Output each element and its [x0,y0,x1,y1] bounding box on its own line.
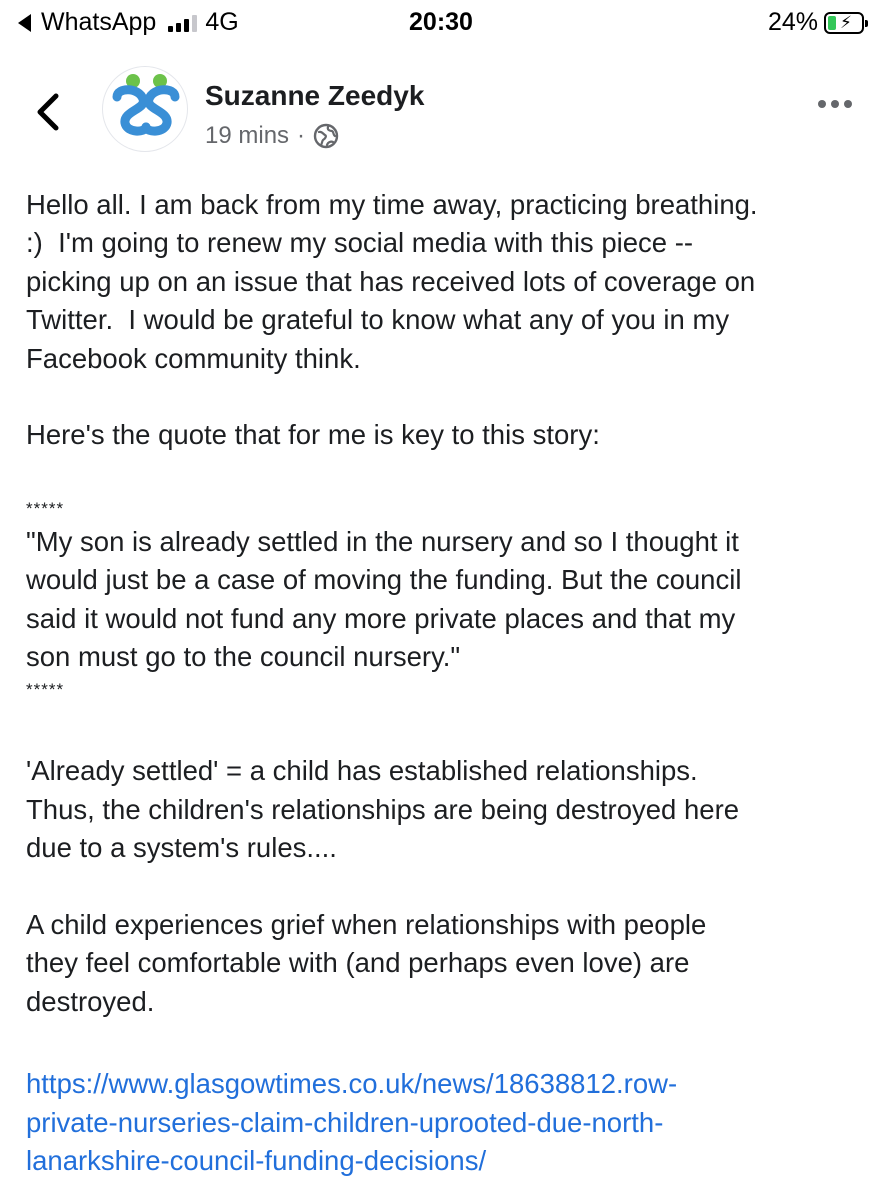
link-line[interactable]: https://www.glasgowtimes.co.uk/news/18638812.row- [26,1068,678,1100]
author-name[interactable]: Suzanne Zeedyk [205,80,425,111]
more-dot-icon [831,100,839,108]
text-line: destroyed. [26,985,155,1017]
page-logo-icon [103,67,188,152]
text-line: Facebook community think. [26,342,361,374]
status-time: 20:30 [409,8,473,36]
network-label: 4G [205,8,239,36]
quote-line: would just be a case of moving the funding. But the council [26,564,742,596]
text-line: A child experiences grief when relationships with people [26,909,707,941]
text-line: 'Already settled' = a child has established relationships. [26,755,698,787]
battery-status [768,8,864,37]
grief-paragraph [26,906,866,1021]
text-line: picking up on an issue that has received lots of coverage on [26,265,756,297]
post-time[interactable]: 19 mins [205,122,290,149]
meta-separator: · [297,122,306,149]
text-line: Thus, the children's relationships are being destroyed here [26,793,740,825]
more-dot-icon [818,100,826,108]
battery-icon [824,12,864,34]
charging-bolt-icon: ⚡ [840,12,852,32]
back-button[interactable] [30,90,66,134]
more-dot-icon [844,100,852,108]
link-line[interactable]: private-nurseries-claim-children-uprooted-due-north- [26,1106,664,1138]
battery-fill [828,16,836,30]
quote-line: "My son is already settled in the nursery and so I thought it [26,525,739,557]
more-options-button[interactable] [818,100,852,108]
text-line: they feel comfortable with (and perhaps even love) are [26,947,690,979]
text-line: Twitter. I would be grateful to know what any of you in my [26,304,730,336]
avatar[interactable] [102,66,188,152]
post-header [0,60,882,160]
chevron-left-icon [30,90,66,134]
post-text [26,186,866,1181]
quote-line: son must go to the council nursery." [26,641,461,673]
stars-close: ***** [26,680,65,700]
article-link[interactable] [26,1065,866,1180]
quote-intro: Here's the quote that for me is key to this story: [26,419,600,451]
stars-open: ***** [26,498,65,518]
post-meta [205,122,339,150]
text-line: Hello all. I am back from my time away, practicing breathing. [26,189,758,220]
quote-block [26,495,866,705]
battery-percent: 24% [767,8,818,36]
back-app-label: WhatsApp [41,8,157,36]
intro-paragraph [26,186,866,378]
status-bar [0,0,882,46]
text-line: :) I'm going to renew my social media with this piece -- [26,227,694,259]
link-line[interactable]: lanarkshire-council-funding-decisions/ [26,1145,487,1177]
text-line: due to a system's rules.... [26,832,337,864]
settled-paragraph [26,752,866,867]
quote-line: said it would not fund any more private places and that my [26,602,736,634]
globe-icon [313,123,339,149]
